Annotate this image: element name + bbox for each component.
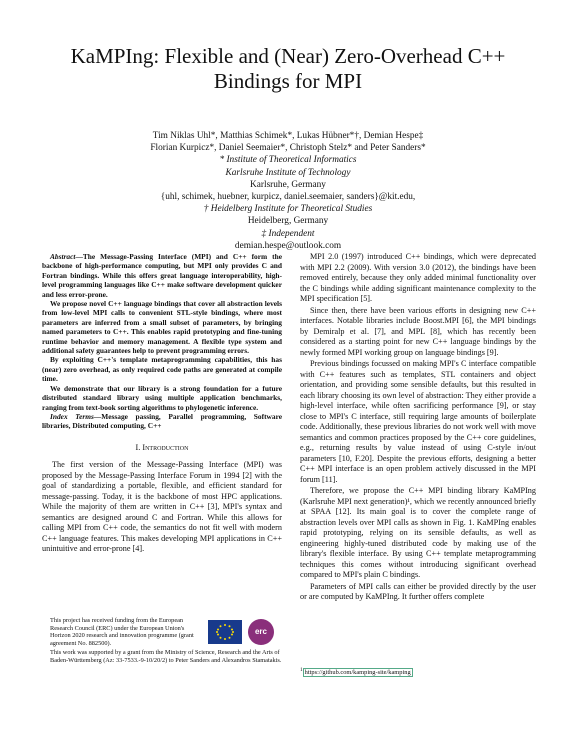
funding-note: This project has received funding from the European Research Council (ERC) under the European Union's Horizon 2020 research and innovation programme (grant agreement No. 882500). <box>50 617 194 647</box>
erc-logo: erc <box>248 619 274 645</box>
affiliation-1-location: Karlsruhe, Germany <box>250 179 326 190</box>
right-paragraph-5: Parameters of MPI calls can either be provided directly by the user or are computed by KaMPIng. It further offers complete <box>300 581 536 601</box>
logos <box>208 619 274 645</box>
left-column <box>42 252 282 556</box>
email-independent: demian.hespe@outlook.com <box>234 240 342 251</box>
right-paragraph-3: Previous bindings focussed on making MPI's C interface compatible with C++ features such as templates, STL containers and object orientation, and providing some sensible defaults, but this resulted in each library choosing its own level of abstraction: They either provide a high-level interface, while often sacrificing performance [9], or stay close to MPI's C interface, still requiring large amounts of boilerplate code. Additionally, these previous libraries do not work well with move semantics and common practices proposed by the C++ core guidelines, e.g., returning results by value instead of using C-style in/out parameters [10, F.20]. Despite the previous efforts, designing a better C++ MPI interface is an open problem actively discussed in the MPI forum [11]. <box>300 359 536 484</box>
affiliation-2-location: Heidelberg, Germany <box>247 216 329 227</box>
affiliation-1: * Institute of Theoretical Informatics <box>219 155 357 166</box>
right-paragraph-4: Therefore, we propose the C++ MPI binding library KaMPIng (Karlsruhe MPI next generation)¹, which we recently announced briefly at SPAA [12]. Its main goal is to cover the complete range of abstraction levels over MPI calls as shown in Fig. 1. KaMPIng enables rapid prototyping, relying on its sensible defaults, as well as engineering highly-tuned distributed code by making use of the library's flexible interface. By using C++ template metaprogramming techniques this comes without introducing significant overhead compared to MPI's plain C bindings. <box>300 486 536 579</box>
affiliation-3: ‡ Independent <box>261 228 315 239</box>
paper-title: KaMPIng: Flexible and (Near) Zero-Overhead C++ Bindings for MPI <box>70 44 506 93</box>
footnote-url: $^1$ https://github.com/kamping-site/kamping <box>300 667 411 677</box>
abstract <box>42 252 282 431</box>
right-paragraph-1: MPI 2.0 (1997) introduced C++ bindings, which were deprecated with MPI 2.2 (2009). With version 3.0 (2012), the bindings have been removed entirely, because they only added minimal functionality over the C bindings while adding significant maintenance complexity to the MPI specification [5]. <box>300 252 536 303</box>
abstract-p1: Abstract—The Message-Passing Interface (MPI) and C++ form the backbone of high-performance computing, but MPI only provides C and Fortran bindings. While this offers great language interoperability, high-level programming languages like C++ make software development quicker and less error-prone. <box>42 252 282 299</box>
abstract-p4: We demonstrate that our library is a strong foundation for a future distributed standard library using multiple application benchmarks, ranging from text-book sorting algorithms to phylogenetic inference. <box>42 383 282 412</box>
abstract-p2: We propose novel C++ language bindings that cover all abstraction levels from low-level MPI calls to convenient STL-style bindings, where most parameters are inferred from a small subset of parameters, by bringing named parameters to C++. This enables rapid prototyping and fine-tuning runtime behavior and memory management. A flexible type system and additional safety guarantees help to prevent programming errors. <box>42 299 282 356</box>
author-line-1: Tim Niklas Uhl*, Matthias Schimek*, Lukas Hübner*†, Demian Hespe‡ <box>152 131 424 141</box>
footnotes <box>42 617 282 665</box>
right-column <box>300 252 536 604</box>
intro-paragraph-1: The first version of the Message-Passing Interface (MPI) was proposed by the Message-Passing Interface Forum in 1994 [2] with the goal of standardizing a portable, flexible, and efficient standard for message-passing. Today, it is the backbone of most HPC applications. While the majority of them are written in C++ [3], MPI's syntax and semantics are designed around C and Fortran. While this allows for calling MPI from C++ code, the semantics do not fit well with modern C++ language features. This makes developing MPI applications in C++ unintuitive and error-prone [4]. <box>42 460 282 554</box>
index-terms: Index Terms—Message passing, Parallel programming, Software libraries, Distributed computing, C++ <box>42 411 282 431</box>
affiliation-2: † Heidelberg Institute for Theoretical Studies <box>203 204 373 215</box>
eu-flag-logo <box>208 620 242 644</box>
abstract-p3: By exploiting C++'s template metaprogramming capabilities, this has (near) zero overhead, as only required code paths are generated at compile time. <box>42 355 282 384</box>
support-note: This work was supported by a grant from the Ministry of Science, Research and the Arts of Baden-Württemberg (Az: 33-7533.-9-10/20/2) to Peter Sanders and Alexandros Stamatakis. <box>50 649 282 664</box>
author-block <box>40 130 536 252</box>
email-kit: {uhl, schimek, huebner, kurpicz, daniel.seemaier, sanders}@kit.edu, <box>160 192 416 203</box>
section-heading-introduction: I. Introduction <box>135 442 189 452</box>
github-link[interactable]: https://github.com/kamping-site/kamping <box>304 669 411 677</box>
affiliation-1-inst: Karlsruhe Institute of Technology <box>225 167 351 178</box>
author-line-2: Florian Kurpicz*, Daniel Seemaier*, Christoph Stelz* and Peter Sanders* <box>150 143 426 154</box>
right-paragraph-2: Since then, there have been various efforts in designing new C++ interfaces. Notable libraries include Boost.MPI [6], the MPI bindings by Demiralp et al. [7], and MPL [8], which has recently been considered as a starting point for new C++ language bindings by the newly formed MPI working group on language bindings [9]. <box>300 305 536 357</box>
